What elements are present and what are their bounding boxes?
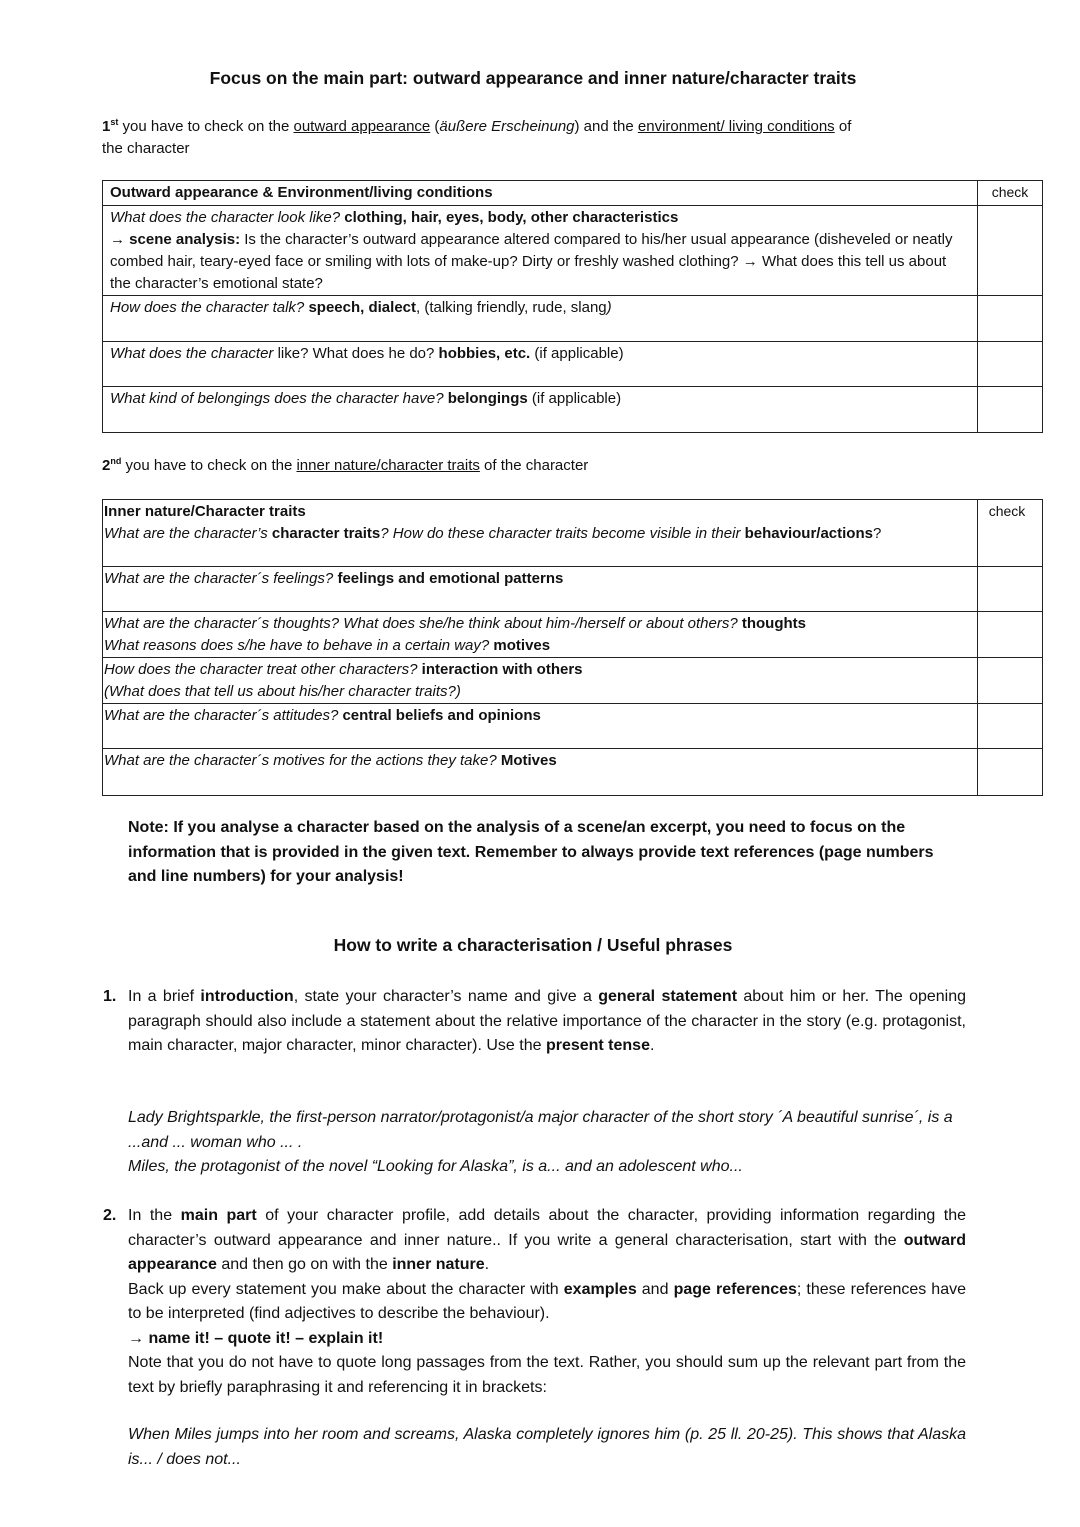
table-row (103, 206, 978, 296)
check-cell[interactable] (978, 612, 1043, 658)
ordinal: 2 (102, 457, 111, 474)
list-number: 2. (103, 1207, 117, 1224)
text: (if applicable) (530, 345, 624, 362)
keywords: feelings and emotional patterns (333, 570, 564, 587)
table-row (103, 749, 978, 796)
inner-nature-table (102, 499, 1043, 796)
question: ? How do these character traits become visible in their (380, 525, 745, 542)
paragraph (128, 1204, 966, 1278)
text: In a brief (128, 988, 201, 1005)
question: What are the character´s thoughts? What does she/he think about him-/herself or about others? (104, 615, 738, 632)
keyword: introduction (200, 988, 294, 1005)
keyword: present tense (545, 1037, 650, 1054)
question: How does the character treat other characters? (104, 661, 418, 678)
check-cell[interactable] (978, 206, 1043, 296)
text: of (834, 118, 852, 135)
text: . (649, 1037, 655, 1054)
check-cell[interactable] (978, 658, 1043, 704)
text: like? What does he do? (273, 345, 439, 362)
list-number: 1. (103, 988, 117, 1005)
question: What kind of belongings does the character have? (110, 390, 444, 407)
keywords: thoughts (737, 615, 807, 632)
keywords: Motives (496, 752, 557, 769)
ordinal: 1 (102, 118, 111, 135)
ordinal-suffix: nd (110, 456, 122, 466)
check-cell[interactable] (978, 749, 1043, 796)
underlined-term: environment/ living conditions (637, 118, 835, 135)
check-cell[interactable] (978, 342, 1043, 387)
section-heading: How to write a characterisation / Useful phrases (333, 935, 733, 955)
table-row (103, 387, 978, 433)
list-item-introduction (100, 985, 966, 1059)
text: Back up every statement you make about the character with (128, 1280, 564, 1298)
text: the character (102, 140, 190, 157)
underlined-term: inner nature/character traits (296, 457, 480, 474)
text: ( (430, 118, 440, 135)
example-main-part: When Miles jumps into her room and screams, Alaska completely ignores him (p. 25 ll. 20-25). This shows that Alaska is... / does not... (128, 1426, 966, 1468)
keyword: main part (180, 1207, 257, 1224)
text: In the (128, 1207, 181, 1224)
keywords: interaction with others (417, 661, 583, 678)
note-paragraph: Note: If you analyse a character based on the analysis of a scene/an excerpt, you need to focus on the information that is provided in the given text. Remember to always provide text references (page numbers and line numbers) for your analysis! (128, 819, 934, 885)
text: ? (872, 525, 882, 542)
question: What does the character look like? (110, 209, 341, 226)
check-cell[interactable] (978, 704, 1043, 749)
paragraph (128, 1278, 966, 1327)
question: What are the character’s (104, 525, 272, 542)
keywords: clothing, hair, eyes, body, other characteristics (340, 209, 679, 226)
keywords: central beliefs and opinions (338, 707, 541, 724)
name-quote-explain: → name it! – quote it! – explain it! (128, 1329, 384, 1347)
intro-inner-nature (102, 455, 972, 477)
question: (What does that tell us about his/her character traits?) (104, 683, 461, 700)
text: ; these references have to be interpreted (find adjectives to describe the behaviour). (128, 1280, 966, 1322)
table-row (103, 704, 978, 749)
check-cell[interactable] (978, 387, 1043, 433)
table-row (103, 612, 978, 658)
list-item-main-part (100, 1204, 966, 1400)
keywords: motives (489, 637, 551, 654)
check-cell[interactable] (978, 296, 1043, 342)
keyword: outward appearance (128, 1231, 966, 1273)
text: you have to check on the (121, 457, 297, 474)
text: about him or her. The opening paragraph should also include a statement about the relative importance of the character in the story (e.g. protagonist, main character, major character, minor character). Use the (128, 988, 967, 1054)
text: of your character profile, add details about the character, providing information regarding the character’s outward appearance and inner nature.. If you write a general characterisation, start with the (128, 1207, 967, 1249)
question: How does the character talk? (110, 299, 305, 316)
keywords: behaviour/actions (744, 525, 873, 542)
keyword: inner nature (392, 1256, 485, 1273)
keywords: belongings (443, 390, 528, 407)
keyword: examples (563, 1280, 637, 1298)
question: What reasons does s/he have to behave in a certain way? (104, 637, 490, 654)
keywords: character traits (271, 525, 381, 542)
text: Is the character’s outward appearance altered compared to his/her usual appearance (disheveled or neatly combed hair, teary-eyed face or smiling with lots of make-up? Dirty or freshly washed clothing? → What does this tell us about the character’s emotional state? (110, 231, 953, 292)
text: of the character (479, 457, 589, 474)
example-line: Miles, the protagonist of the novel “Looking for Alaska”, is a... and an adolescent who... (128, 1158, 743, 1175)
table-row (103, 296, 978, 342)
outward-appearance-table (102, 180, 1043, 433)
keywords: speech, dialect (304, 299, 416, 316)
text: and then go on with the (216, 1256, 393, 1273)
arrow-label: → scene analysis: (110, 231, 241, 248)
example-line: Lady Brightsparkle, the first-person narrator/protagonist/a major character of the short story ´A beautiful sunrise´, is a ...and ... woman who ... . (128, 1109, 953, 1151)
table-row (103, 500, 978, 567)
paragraph: Note that you do not have to quote long passages from the text. Rather, you should sum up the relevant part from the text by briefly paraphrasing it and referencing it in brackets: (128, 1354, 966, 1396)
table-row (103, 658, 978, 704)
text: (if applicable) (527, 390, 622, 407)
page-title: Focus on the main part: outward appearance and inner nature/character traits (209, 68, 857, 88)
check-cell[interactable] (978, 567, 1043, 612)
keyword: page references (673, 1280, 797, 1298)
text: ) and the (574, 118, 638, 135)
table-row (103, 342, 978, 387)
check-column-header: check (978, 181, 1043, 206)
question: What are the character´s motives for the actions they take? (104, 752, 497, 769)
question: What are the character´s feelings? (104, 570, 334, 587)
keyword: general statement (598, 988, 738, 1005)
table-header: Outward appearance & Environment/living conditions (103, 181, 978, 206)
keywords: hobbies, etc. (438, 345, 531, 362)
text: , state your character’s name and give a (293, 988, 599, 1005)
question: What are the character´s attitudes? (104, 707, 339, 724)
text: and (636, 1280, 674, 1298)
intro-outward (102, 116, 972, 160)
text: ) (606, 299, 612, 316)
question: What does the character (110, 345, 274, 362)
underlined-term: outward appearance (293, 118, 431, 135)
table-header: Inner nature/Character traits (104, 503, 306, 520)
german-term: äußere Erscheinung (439, 118, 575, 135)
example-introduction (128, 1106, 966, 1180)
ordinal-suffix: st (110, 117, 119, 127)
text: you have to check on the (118, 118, 294, 135)
check-column-header: check (978, 500, 1043, 567)
text: . (484, 1256, 490, 1273)
text: , (talking friendly, rude, slang (416, 299, 607, 316)
table-row (103, 567, 978, 612)
